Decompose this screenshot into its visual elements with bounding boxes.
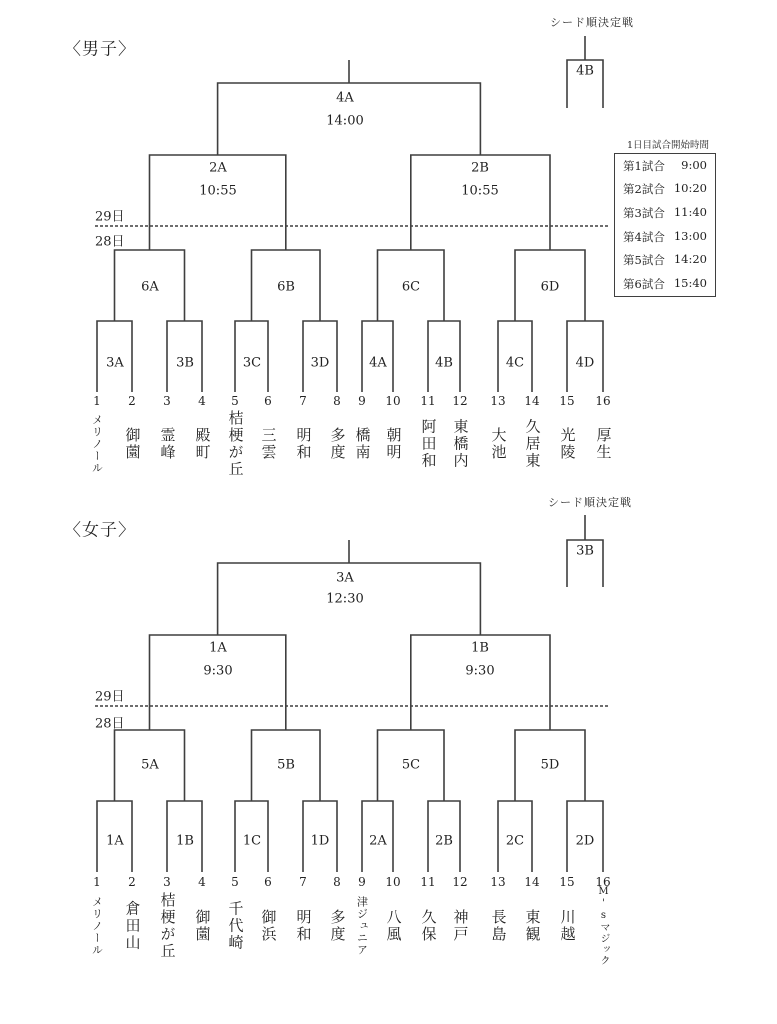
women-team-number: 9 <box>358 875 366 889</box>
men-fr-label: 4C <box>505 355 525 371</box>
men-team-number: 9 <box>358 394 366 408</box>
men-final-time: 14:00 <box>326 113 364 129</box>
women-team-name: 東観 <box>523 909 542 943</box>
men-team-name: 阿田和 <box>419 418 438 470</box>
men-qf-label: 6B <box>277 279 295 295</box>
men-team-number: 13 <box>490 394 506 408</box>
men-section-title: 〈男子〉 <box>64 39 136 60</box>
match-label: 第6試合 <box>623 277 665 292</box>
schedule-row <box>615 276 715 292</box>
men-team-name: 厚生 <box>594 427 613 461</box>
women-seed-title: シード順決定戦 <box>548 496 632 509</box>
men-sf-a-label: 2A <box>209 160 227 176</box>
women-team-number: 16 <box>595 875 611 889</box>
women-team-number: 12 <box>452 875 468 889</box>
women-team-name: 長島 <box>489 909 508 943</box>
men-sf-b-label: 2B <box>471 160 489 176</box>
men-seed-match-label: 4B <box>576 63 594 79</box>
women-sf-b-label: 1B <box>471 640 489 656</box>
match-label: 第4試合 <box>623 229 665 244</box>
women-date-29: 29日 <box>95 689 125 705</box>
women-team-number: 14 <box>524 875 540 889</box>
men-fr-label: 3D <box>310 355 330 371</box>
men-team-number: 11 <box>420 394 436 408</box>
match-time: 9:00 <box>681 157 707 172</box>
women-team-number: 4 <box>198 875 206 889</box>
men-seed-title: シード順決定戦 <box>550 16 634 29</box>
women-final-label: 3A <box>336 570 354 586</box>
men-sf-a-time: 10:55 <box>199 183 237 199</box>
men-team-name: 大池 <box>489 427 508 461</box>
women-team-name: 千代崎 <box>226 900 245 952</box>
men-team-name: 明和 <box>294 427 313 461</box>
men-team-number: 16 <box>595 394 611 408</box>
women-team-name: 川越 <box>558 909 577 943</box>
schedule-table <box>614 153 716 297</box>
women-team-name: 神戸 <box>451 909 470 943</box>
women-team-name: 明和 <box>294 909 313 943</box>
men-team-name: 東橋内 <box>451 418 470 470</box>
men-team-name: 久居東 <box>523 418 542 470</box>
women-team-number: 3 <box>163 875 171 889</box>
women-fr-label: 1A <box>106 833 124 849</box>
women-team-name: メリノール <box>90 896 104 956</box>
women-team-number: 10 <box>385 875 401 889</box>
schedule-row <box>615 229 715 245</box>
women-team-number: 11 <box>420 875 436 889</box>
men-team-number: 6 <box>264 394 272 408</box>
match-label: 第2試合 <box>623 182 665 197</box>
women-fr-label: 2B <box>435 833 453 849</box>
women-team-number: 15 <box>559 875 575 889</box>
women-team-number: 5 <box>231 875 239 889</box>
women-team-name: 倉田山 <box>123 900 142 952</box>
women-final-time: 12:30 <box>326 591 364 607</box>
match-time: 11:40 <box>673 205 707 220</box>
men-fr-label: 4A <box>369 355 387 371</box>
men-final-label: 4A <box>336 90 354 106</box>
men-fr-label: 3A <box>106 355 124 371</box>
men-team-number: 7 <box>299 394 307 408</box>
women-fr-label: 2A <box>369 833 387 849</box>
women-seed-match-label: 3B <box>576 543 594 559</box>
women-team-name: 御浜 <box>259 909 278 943</box>
women-qf-label: 5D <box>540 757 560 773</box>
men-team-number: 10 <box>385 394 401 408</box>
women-team-number: 1 <box>93 875 101 889</box>
women-fr-label: 1C <box>242 833 262 849</box>
women-qf-label: 5B <box>277 757 295 773</box>
women-section-title: 〈女子〉 <box>64 520 136 541</box>
men-date-28: 28日 <box>95 234 125 250</box>
women-team-name: 津ジュニア <box>355 896 369 956</box>
men-team-number: 4 <box>198 394 206 408</box>
women-team-name: 御薗 <box>193 909 212 943</box>
match-time: 14:20 <box>673 252 707 267</box>
men-team-number: 14 <box>524 394 540 408</box>
women-team-name: 桔梗が丘 <box>158 892 177 960</box>
schedule-row <box>615 252 715 268</box>
women-team-number: 7 <box>299 875 307 889</box>
match-label: 第5試合 <box>623 253 665 268</box>
women-team-number: 2 <box>128 875 136 889</box>
women-date-28: 28日 <box>95 716 125 732</box>
men-team-number: 3 <box>163 394 171 408</box>
women-qf-label: 5C <box>401 757 421 773</box>
men-team-name: 御薗 <box>123 427 142 461</box>
women-team-number: 13 <box>490 875 506 889</box>
women-qf-label: 5A <box>141 757 159 773</box>
men-team-name: 朝明 <box>384 427 403 461</box>
women-team-name: 八風 <box>384 909 403 943</box>
men-qf-label: 6A <box>141 279 159 295</box>
men-team-name: 桔梗が丘 <box>226 410 245 478</box>
men-team-name: 多度 <box>328 427 347 461</box>
women-fr-label: 2C <box>505 833 525 849</box>
women-team-name: 久保 <box>419 909 438 943</box>
men-team-number: 2 <box>128 394 136 408</box>
men-date-29: 29日 <box>95 209 125 225</box>
men-team-name: 光陵 <box>558 427 577 461</box>
men-team-name: 三雲 <box>259 427 278 461</box>
men-team-name: 殿町 <box>193 427 212 461</box>
women-team-number: 8 <box>333 875 341 889</box>
men-team-number: 8 <box>333 394 341 408</box>
match-time: 10:20 <box>673 181 707 196</box>
women-sf-b-time: 9:30 <box>465 663 495 679</box>
women-fr-label: 2D <box>575 833 595 849</box>
women-sf-a-label: 1A <box>209 640 227 656</box>
women-fr-label: 1D <box>310 833 330 849</box>
men-fr-label: 4D <box>575 355 595 371</box>
women-fr-label: 1B <box>176 833 194 849</box>
men-team-number: 5 <box>231 394 239 408</box>
women-team-name: 多度 <box>328 909 347 943</box>
men-sf-b-time: 10:55 <box>461 183 499 199</box>
men-team-number: 15 <box>559 394 575 408</box>
men-fr-label: 4B <box>435 355 453 371</box>
men-team-number: 1 <box>93 394 101 408</box>
match-label: 第1試合 <box>623 158 665 173</box>
men-team-name: 橋南 <box>353 427 372 461</box>
women-team-number: 6 <box>264 875 272 889</box>
men-fr-label: 3B <box>176 355 194 371</box>
women-sf-a-time: 9:30 <box>203 663 233 679</box>
match-label: 第3試合 <box>623 206 665 221</box>
schedule-title: 1日目試合開始時間 <box>626 140 710 151</box>
men-fr-label: 3C <box>242 355 262 371</box>
match-time: 15:40 <box>673 276 707 291</box>
men-team-name: メリノール <box>90 414 104 474</box>
match-time: 13:00 <box>673 228 707 243</box>
men-qf-label: 6C <box>401 279 421 295</box>
men-team-name: 霊峰 <box>158 427 177 461</box>
schedule-row <box>615 158 715 174</box>
schedule-row <box>615 181 715 197</box>
women-team-name: M'sマジック <box>598 886 609 966</box>
schedule-row <box>615 205 715 221</box>
men-team-number: 12 <box>452 394 468 408</box>
men-qf-label: 6D <box>540 279 560 295</box>
